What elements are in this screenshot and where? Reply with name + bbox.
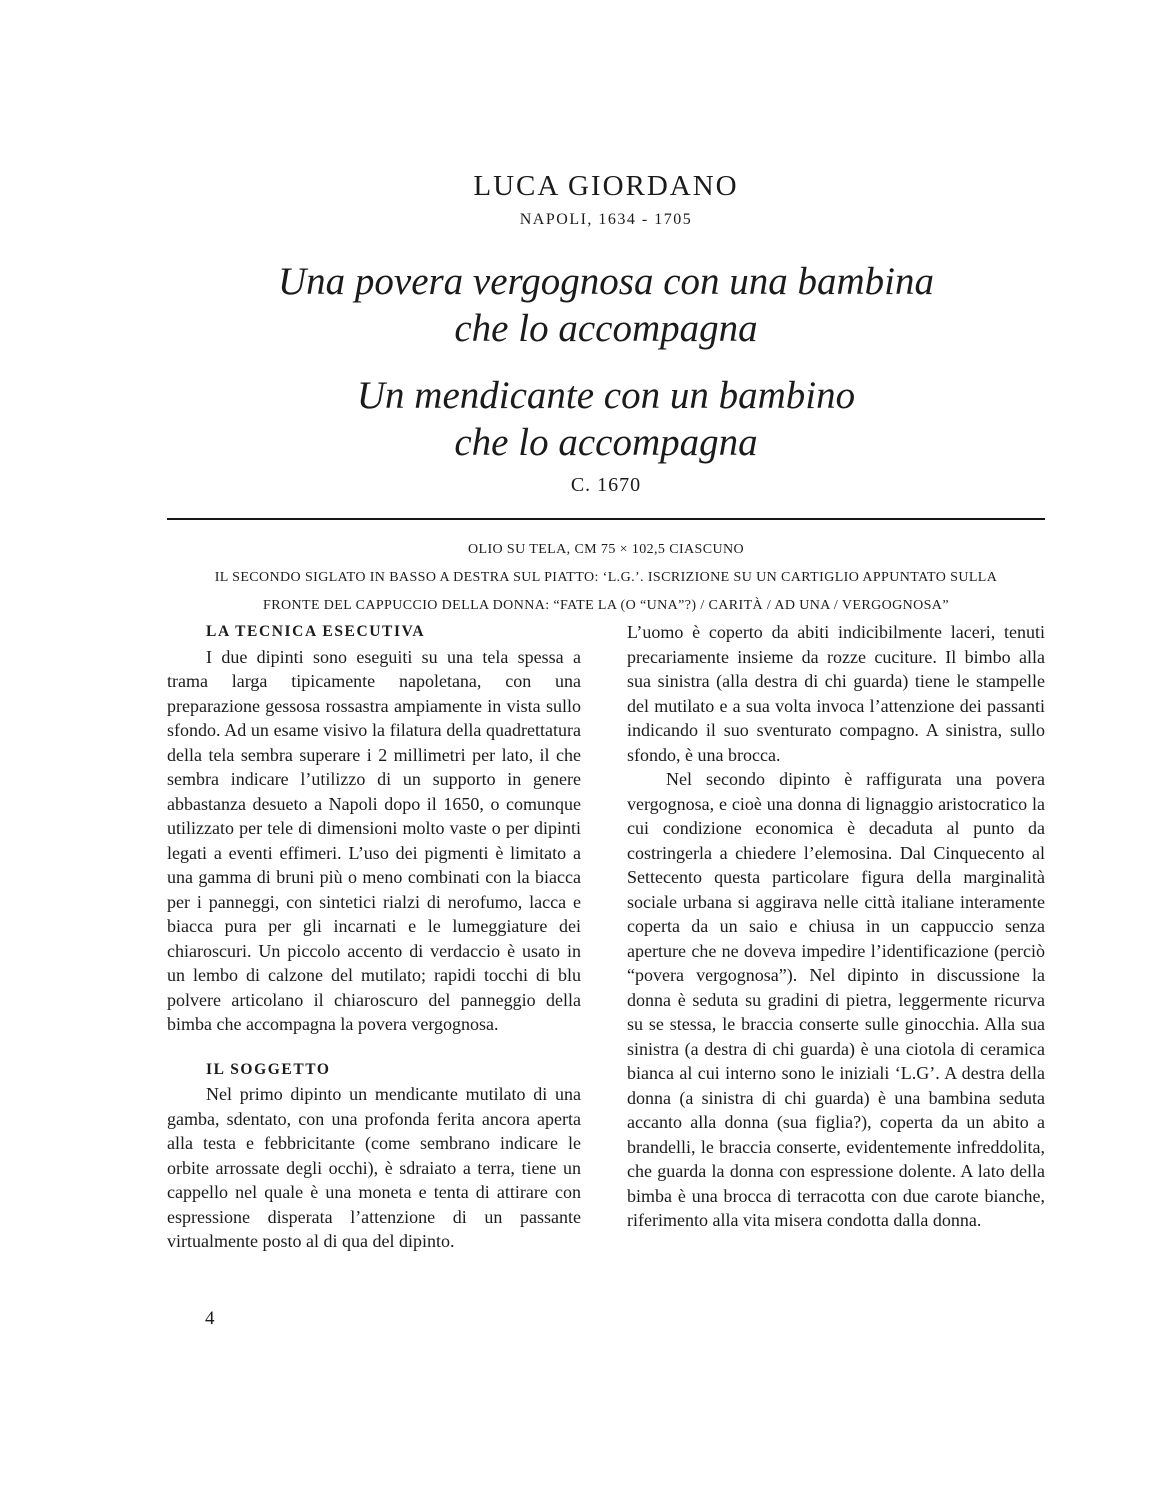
work-title-2-line-1: Un mendicante con un bambino xyxy=(356,374,856,417)
section-heading-tecnica-esecutiva: LA TECNICA ESECUTIVA xyxy=(206,623,426,640)
work-title-1 xyxy=(167,258,1045,352)
work-title-1-line-2: che lo accompagna xyxy=(454,307,758,350)
technique-caption-line-2: IL SECONDO SIGLATO IN BASSO A DESTRA SUL PIATTO: ‘L.G.’. ISCRIZIONE SU UN CARTIGLIO APPUNTATO SULLA xyxy=(214,570,998,585)
work-title-1-line-1: Una povera vergognosa con una bambina xyxy=(277,260,935,303)
work-title-2 xyxy=(167,372,1045,466)
il-soggetto-paragraph: Nel primo dipinto un mendicante mutilato di una gamba, sdentato, con una profonda ferita ancora aperta alla testa e febbricitante (come sembrano indicare le orbite arrossate degli occhi), è sdraiato a terra, tiene un cappello nel quale è una moneta e tenta di attirare con espressione disperata l’attenzione di un passante virtualmente posto al di qua del dipinto. xyxy=(167,1084,581,1251)
soggetto-continuation-paragraph: L’uomo è coperto da abiti indicibilmente laceri, tenuti precariamente insieme da rozze cuciture. Il bimbo alla sua sinistra (alla destra di chi guarda) tiene le stampelle del mutilato e a sua volta invoca l’attenzione dei passanti indicando il suo sventurato compagno. A sinistra, sullo sfondo, è una brocca. xyxy=(627,622,1045,765)
technique-caption xyxy=(167,536,1045,620)
right-column xyxy=(627,620,1045,1254)
left-column xyxy=(167,620,581,1254)
dating-line: C. 1670 xyxy=(570,474,642,496)
technique-caption-line-1: OLIO SU TELA, CM 75 × 102,5 CIASCUNO xyxy=(468,542,744,557)
artist-origin-dates: NAPOLI, 1634 - 1705 xyxy=(519,211,693,228)
horizontal-rule xyxy=(167,518,1045,520)
secondo-dipinto-paragraph: Nel secondo dipinto è raffigurata una povera vergognosa, e cioè una donna di lignaggio aristocratico la cui condizione economica è decaduta al punto da costringerla a chiedere l’elemosina. Dal Cinquecento al Settecento questa particolare figura della marginalità sociale urbana si aggirava nelle città italiane interamente coperta da un saio e chiusa in un cappuccio senza aperture che ne doveva impedire l’identificazione (perciò “povera vergognosa”). Nel dipinto in discussione la donna è seduta su gradini di pietra, leggermente ricurva su se stessa, le braccia conserte sulle ginocchia. Alla sua sinistra (a destra di chi guarda) è una ciotola di ceramica bianca al cui interno sono le iniziali ‘L.G’. A destra della donna (a sinistra di chi guarda) è una bambina seduta accanto alla donna (sua figlia?), coperta da un abito a brandelli, le braccia conserte, evidentemente infreddolita, che guarda la donna con espressione dolente. A lato della bimba è una brocca di terracotta con due carote bianche, riferimento alla vita misera condotta dalla donna. xyxy=(627,769,1045,1230)
page-number: 4 xyxy=(205,1308,215,1329)
section-heading-il-soggetto: IL SOGGETTO xyxy=(206,1060,331,1078)
artist-name: LUCA GIORDANO xyxy=(473,170,739,202)
tecnica-esecutiva-paragraph: I due dipinti sono eseguiti su una tela spessa a trama larga tipicamente napoletana, con una preparazione gessosa rossastra ampiamente in vista sullo sfondo. Ad un esame visivo la filatura della quadrettatura della tela sembra superare i 2 millimetri per lato, il che sembra indicare l’utilizzo di un supporto in genere abbastanza desueto a Napoli dopo il 1650, o comunque utilizzato per tele di dimensioni molto vaste o per dipinti legati a eventi effimeri. L’uso dei pigmenti è limitato a una gamma di bruni più o meno combinati con la biacca per i panneggi, con sintetici rialzi di nerofumo, lacca e biacca pura per gli incarnati e le lumeggiature dei chiaroscuri. Un piccolo accento di verdaccio è usato in un lembo di calzone del mutilato; rapidi tocchi di blu polvere articolano il chiaroscuro del panneggio della bimba che accompagna la povera vergognosa. xyxy=(167,646,581,1034)
body-columns xyxy=(167,620,1045,1254)
technique-caption-line-3: FRONTE DEL CAPPUCCIO DELLA DONNA: “FATE LA (O “UNA”?) / CARITÀ / AD UNA / VERGOGNOSA” xyxy=(263,598,949,613)
work-title-2-line-2: che lo accompagna xyxy=(454,421,758,464)
